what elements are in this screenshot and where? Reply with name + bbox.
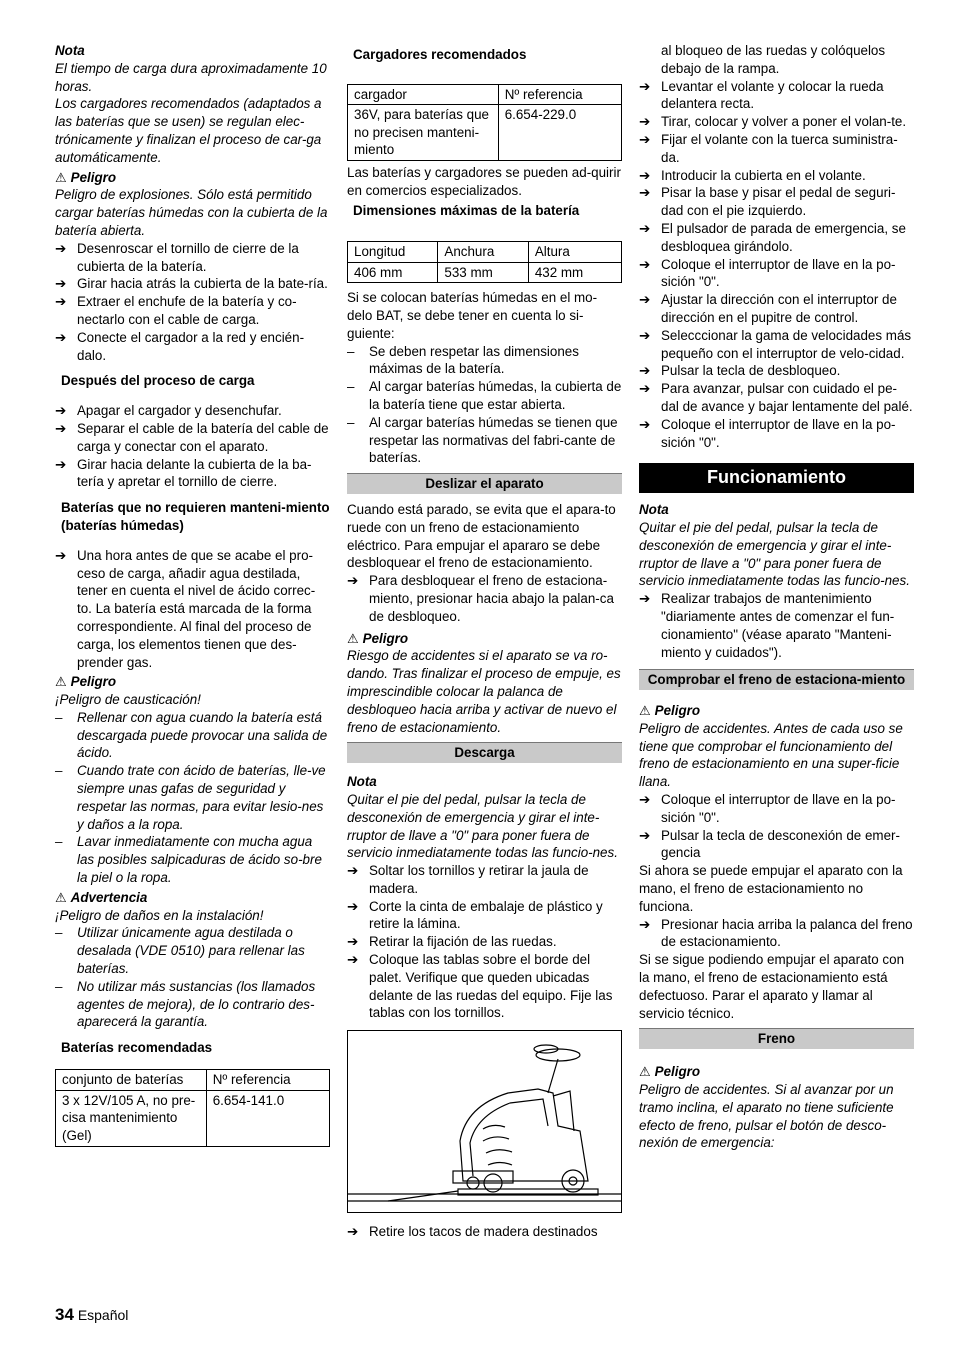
section-heading-freno: Freno: [639, 1028, 914, 1049]
arrow-icon: ➔: [55, 547, 67, 563]
page-number: 34: [55, 1305, 74, 1324]
danger-heading: ⚠ Peligro: [639, 703, 701, 719]
arrow-icon: ➔: [639, 591, 651, 607]
step-item: ➔ Apagar el cargador y desenchufar.: [55, 403, 282, 419]
dash-marker: –: [55, 763, 63, 779]
dash-item: – Utilizar únicamente agua destilada o desalada (VDE 0510) para rellenar las baterías.: [55, 925, 305, 977]
arrow-icon: ➔: [347, 573, 359, 589]
step-item: ➔ Ajustar la dirección con el interruptor de dirección en el pupitre de control.: [639, 292, 897, 325]
arrow-icon: ➔: [347, 934, 359, 950]
body-text: Si se colocan baterías húmedas en el mo-delo BAT, se debe tener en cuenta lo si-guiente:: [347, 290, 598, 341]
dash-marker: –: [55, 925, 63, 941]
step-item: ➔ Fijar el volante con la tuerca suministra-da.: [639, 131, 898, 165]
column-1: [55, 42, 330, 1147]
table-header: cargador: [348, 84, 499, 105]
table-cell: 3 x 12V/105 A, no pre-cisa mantenimiento (Gel): [56, 1090, 207, 1146]
step-item: ➔ Pulsar la tecla de desconexión de emer-gencia: [639, 827, 900, 861]
warning-icon: ⚠: [639, 703, 651, 719]
dash-marker: –: [347, 379, 355, 395]
step-item: ➔ Retire los tacos de madera destinados: [347, 1224, 598, 1240]
danger-heading: ⚠ Peligro: [55, 169, 117, 185]
table-cell: 36V, para baterías que no precisen manteni-miento: [348, 105, 499, 161]
section-heading-funcionamiento: Funcionamiento: [639, 463, 914, 493]
table-cell: 432 mm: [528, 262, 621, 283]
column-2: [347, 46, 622, 1241]
arrow-icon: ➔: [639, 114, 651, 130]
warning-icon: ⚠: [55, 889, 67, 905]
table-header: Longitud: [348, 242, 438, 263]
arrow-icon: ➔: [639, 916, 651, 932]
arrow-icon: ➔: [55, 294, 67, 310]
dash-item: – Se deben respetar las dimensiones máximas de la batería.: [347, 343, 579, 377]
arrow-icon: ➔: [55, 240, 67, 256]
arrow-icon: ➔: [639, 167, 651, 183]
subsection-title: Baterías recomendadas: [61, 1040, 213, 1056]
body-text: Si ahora se puede empujar el aparato con la mano, el freno de estacionamiento no funciona.: [639, 863, 903, 914]
body-text: Si se sigue podiendo empujar el aparato con la mano, el freno de estacionamiento está defectuoso. Parar el aparato y llamar al servicio técnico.: [639, 952, 905, 1021]
subsection-title: Cargadores recomendados: [353, 47, 527, 62]
warning-icon: ⚠: [55, 674, 67, 690]
note-title: Nota: [347, 774, 377, 790]
body-text: Cuando está parado, se evita que el apara-to ruede con un freno de estacionamiento eléctrico. Para empujar el apararo se debe desbloquear el freno de estacionamiento.: [347, 501, 616, 571]
arrow-icon: ➔: [55, 403, 67, 419]
arrow-icon: ➔: [55, 276, 67, 292]
arrow-icon: ➔: [55, 456, 67, 472]
arrow-icon: ➔: [639, 292, 651, 308]
danger-text: Peligro de explosiones. Sólo está permitido cargar baterías húmedas con la cubierta de la batería abierta.: [55, 187, 328, 238]
arrow-icon: ➔: [639, 256, 651, 272]
table-cell: 6.654-141.0: [206, 1090, 329, 1146]
step-item: ➔ Pisar la base y pisar el pedal de seguri-dad con el pie izquierdo.: [639, 185, 896, 219]
step-item: ➔ Conecte el cargador a la red y encién-dalo.: [55, 329, 305, 363]
section-heading-deslizar: Deslizar el aparato: [347, 473, 622, 494]
charger-table: [347, 84, 622, 161]
step-item: ➔ Coloque el interruptor de llave en la po-sición "0".: [639, 256, 896, 290]
step-item: ➔ El pulsador de parada de emergencia, se desbloquea girándolo.: [639, 220, 906, 254]
subsection-title: Después del proceso de carga: [61, 373, 255, 389]
arrow-icon: ➔: [347, 952, 359, 968]
page-footer: [55, 1305, 128, 1325]
arrow-icon: ➔: [639, 327, 651, 343]
step-item: ➔ Para avanzar, pulsar con cuidado el pe-dal de avance y bajar lentamente del palé.: [639, 381, 913, 414]
arrow-icon: ➔: [347, 898, 359, 914]
battery-table: [55, 1069, 330, 1147]
arrow-icon: ➔: [639, 363, 651, 379]
danger-text: Peligro de accidentes. Si al avanzar por un tramo inclina, el aparato no tiene suficiente efecto de freno, pulsar el botón de desco-nexión de emergencia:: [639, 1082, 894, 1151]
step-item: ➔ Coloque el interruptor de llave en la po-sición "0".: [639, 416, 896, 450]
step-item: ➔ Corte la cinta de embalaje de plástico y retire la lámina.: [347, 898, 603, 932]
warning-icon: ⚠: [347, 630, 359, 646]
note-text: Quitar el pie del pedal, pulsar la tecla de desconexión de emergencia y girar el inte-rruptor de llave a "0" para poner fuera de servicio inmediatamente todas las funcio-nes.: [347, 791, 618, 861]
step-item: ➔ Coloque el interruptor de llave en la po-sición "0".: [639, 792, 896, 825]
note-title: Nota: [55, 43, 85, 58]
dash-item: – Al cargar baterías húmedas, la cubierta de la batería tiene que estar abierta.: [347, 379, 622, 412]
step-item: ➔ Una hora antes de que se acabe el pro-ceso de carga, añadir agua destilada, tener en cuenta el nivel de ácido correc-to. La batería está marcada de la forma correspondiente. Al final del proceso de carga, los elementos tienen que des-prender gas.: [55, 547, 316, 670]
arrow-icon: ➔: [639, 131, 651, 147]
warning-icon: ⚠: [639, 1064, 651, 1080]
arrow-icon: ➔: [347, 863, 359, 879]
arrow-icon: ➔: [639, 792, 651, 808]
arrow-icon: ➔: [639, 381, 651, 397]
dash-marker: –: [55, 834, 63, 850]
footer-language: Español: [77, 1307, 129, 1323]
danger-heading: ⚠ Peligro: [347, 630, 409, 646]
dash-item: – Lavar inmediatamente con mucha agua las posibles salpicaduras de ácido so-bre la piel o la ropa.: [55, 834, 322, 886]
note-line: El tiempo de carga dura aproximadamente 10 horas.: [55, 60, 327, 94]
arrow-icon: ➔: [639, 220, 651, 236]
arrow-icon: ➔: [347, 1224, 359, 1240]
danger-text: ¡Peligro de causticación!: [55, 692, 201, 708]
step-item: ➔ Extraer el enchufe de la batería y co-nectarlo con el cable de carga.: [55, 294, 297, 327]
dimensions-table: [347, 241, 622, 283]
dash-marker: –: [347, 414, 355, 430]
column-3: [639, 42, 914, 1152]
arrow-icon: ➔: [55, 420, 67, 436]
note-text: Quitar el pie del pedal, pulsar la tecla de desconexión de emergencia y girar el inte-rruptor de llave a "0" para poner fuera de servicio inmediatamente todas las funcio-nes.: [639, 519, 910, 589]
warning-text: ¡Peligro de daños en la instalación!: [55, 907, 264, 923]
table-header: Anchura: [438, 242, 528, 263]
danger-heading: ⚠ Peligro: [55, 674, 117, 690]
dash-item: – Cuando trate con ácido de baterías, lle-ve siempre unas gafas de seguridad y respetar las normas, para evitar lesio-nes y daños a la ropa.: [55, 763, 326, 832]
step-item: ➔ Soltar los tornillos y retirar la jaula de madera.: [347, 863, 589, 896]
table-header: Altura: [528, 242, 621, 263]
table-cell: 533 mm: [438, 262, 528, 283]
step-item: ➔ Realizar trabajos de mantenimiento "diariamente antes de comenzar el fun-cionamiento" (véase aparato "Manteni-miento y cuidados").: [639, 591, 895, 660]
machine-illustration: [347, 1030, 622, 1213]
warning-icon: ⚠: [55, 169, 67, 185]
step-item: ➔ Levantar el volante y colocar la rueda delantera recta.: [639, 78, 884, 112]
table-header: conjunto de baterías: [56, 1070, 207, 1091]
step-item: ➔ Coloque las tablas sobre el borde del palet. Verifique que queden ubicadas delante de las ruedas del equipo. Fije las tablas con los tornillos.: [347, 952, 613, 1021]
step-item: ➔ Desenroscar el tornillo de cierre de la cubierta de la batería.: [55, 240, 299, 274]
dash-item: – Al cargar baterías húmedas se tienen que respetar las normativas del fabri-cante de baterías.: [347, 414, 618, 466]
dash-item: – Rellenar con agua cuando la batería está descargada puede provocar una salida de ácido.: [55, 709, 328, 761]
table-header: Nº referencia: [206, 1070, 329, 1091]
warning-heading: ⚠ Advertencia: [55, 889, 148, 905]
step-item: ➔ Separar el cable de la batería del cable de carga y conectar con el aparato.: [55, 420, 329, 454]
arrow-icon: ➔: [639, 185, 651, 201]
danger-text: Riesgo de accidentes si el aparato se va ro-dando. Tras finalizar el proceso de empuje, es imprescindible colocar la palanca de desbloqueo hacia arriba y activar de nuevo el freno de estacionamiento.: [347, 648, 621, 735]
dash-marker: –: [55, 978, 63, 994]
step-item: ➔ Pulsar la tecla de desbloqueo.: [639, 363, 841, 379]
scrubber-on-pallet-drawing: [348, 1031, 621, 1212]
danger-text: Peligro de accidentes. Antes de cada uso se tiene que comprobar el funcionamiento del freno de estacionamiento en una super-ficie llana.: [639, 720, 903, 790]
arrow-icon: ➔: [639, 416, 651, 432]
arrow-icon: ➔: [639, 78, 651, 94]
step-item: ➔ Girar hacia atrás la cubierta de la bate-ría.: [55, 276, 328, 292]
dash-marker: –: [55, 709, 63, 725]
table-header: Nº referencia: [498, 84, 621, 105]
dash-marker: –: [347, 343, 355, 359]
step-item: ➔ Presionar hacia arriba la palanca del freno de estacionamiento.: [639, 916, 913, 950]
step-item: ➔ Tirar, colocar y volver a poner el volan-te.: [639, 114, 907, 130]
arrow-icon: ➔: [55, 329, 67, 345]
step-item: ➔ Girar hacia delante la cubierta de la ba-tería y apretar el tornillo de cierre.: [55, 456, 312, 490]
arrow-icon: ➔: [639, 827, 651, 843]
section-heading-descarga: Descarga: [347, 742, 622, 763]
step-item: ➔ Para desbloquear el freno de estaciona-miento, presionar hacia abajo la palan-ca de desbloqueo.: [347, 573, 614, 624]
section-heading-freno-estacionamiento: Comprobar el freno de estaciona-miento: [639, 669, 914, 690]
subsection-title: Baterías que no requieren manteni-miento (baterías húmedas): [61, 500, 330, 533]
dash-item: – No utilizar más sustancias (los llamados agentes de mejora), de lo contrario des-aparecerá la garantía.: [55, 978, 316, 1030]
step-item: ➔ Retirar la fijación de las ruedas.: [347, 934, 557, 950]
step-item: al bloqueo de las ruedas y colóquelos debajo de la rampa.: [661, 43, 886, 76]
step-item: ➔ Selecccionar la gama de velocidades más pequeño con el interruptor de velo-cidad.: [639, 327, 912, 361]
danger-heading: ⚠ Peligro: [639, 1064, 701, 1080]
table-cell: 406 mm: [348, 262, 438, 283]
subsection-title: Dimensiones máximas de la batería: [353, 203, 580, 219]
table-cell: 6.654-229.0: [498, 105, 621, 161]
body-text: Las baterías y cargadores se pueden ad-quirir en comercios especializados.: [347, 164, 621, 198]
note-title: Nota: [639, 502, 669, 518]
note-line: Los cargadores recomendados (adaptados a las baterías que se usen) se regulan elec-trónicamente y finalizan el proceso de car-ga automáticamente.: [55, 96, 322, 165]
step-item: ➔ Introducir la cubierta en el volante.: [639, 167, 866, 183]
